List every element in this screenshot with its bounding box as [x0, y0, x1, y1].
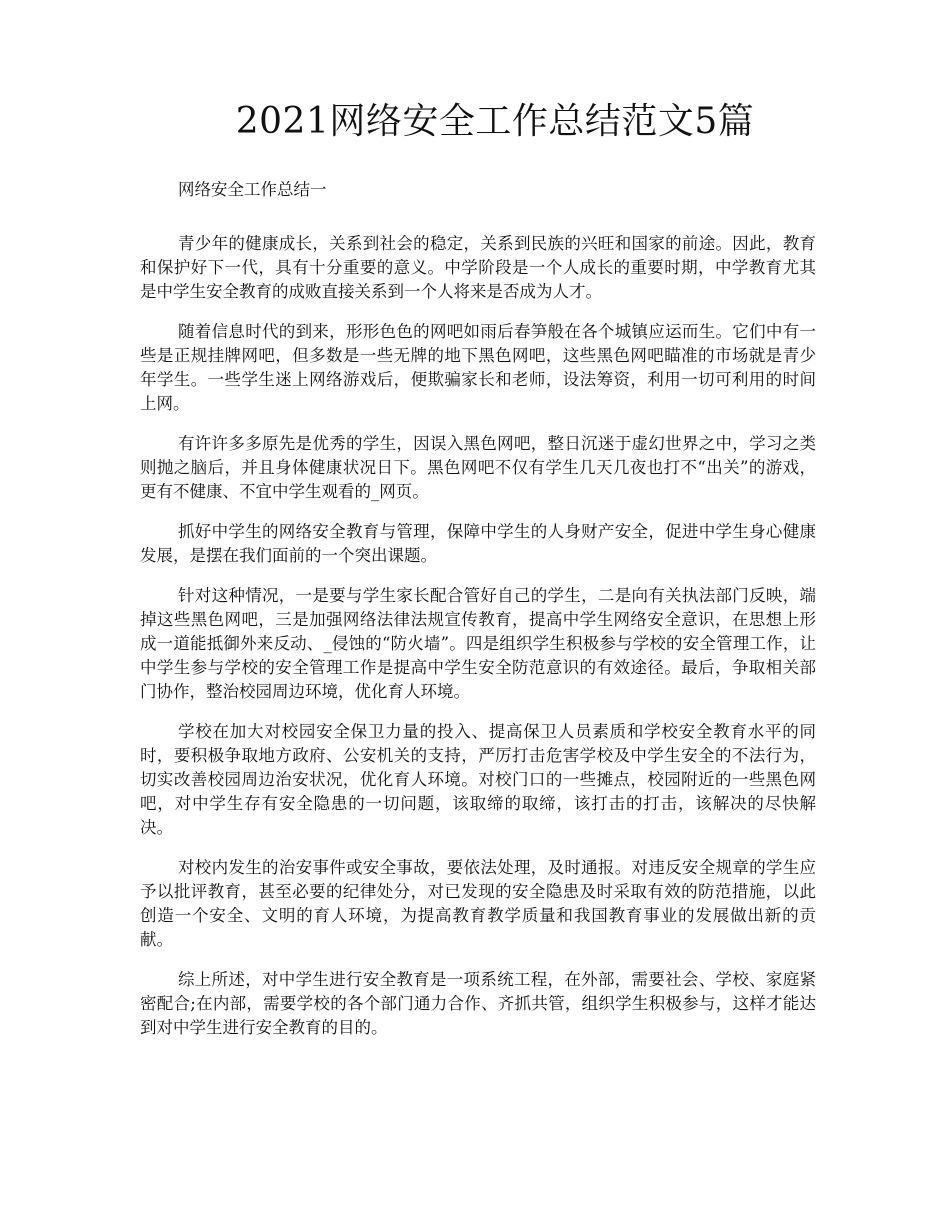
- paragraph-7: 对校内发生的治安事件或安全事故，要依法处理，及时通报。对违反安全规章的学生应予以批评教育，甚至必要的纪律处分，对已发现的安全隐患及时采取有效的防范措施，以此创造一个安全、文明的育人环境，为提高教育教学质量和我国教育事业的发展做出新的贡献。: [140, 858, 816, 949]
- paragraph-3: 有许许多多原先是优秀的学生，因误入黑色网吧，整日沉迷于虚幻世界之中，学习之类则抛之脑后，并且身体健康状况日下。黑色网吧不仅有学生几天几夜也打不“出关”的游戏，更有不健康、不宜中学生观看的_网页。: [140, 434, 816, 501]
- paragraph-4: 抓好中学生的网络安全教育与管理，保障中学生的人身财产安全，促进中学生身心健康发展，是摆在我们面前的一个突出课题。: [140, 522, 816, 565]
- page-title: 2021网络安全工作总结范文5篇: [235, 101, 755, 142]
- section-heading: 网络安全工作总结一: [178, 180, 327, 199]
- paragraph-1: 青少年的健康成长，关系到社会的稳定，关系到民族的兴旺和国家的前途。因此，教育和保护好下一代，具有十分重要的意义。中学阶段是一个人成长的重要时期，中学教育尤其是中学生安全教育的成败直接关系到一个人将来是否成为人才。: [140, 234, 816, 301]
- paragraph-8: 综上所述，对中学生进行安全教育是一项系统工程，在外部，需要社会、学校、家庭紧密配合;在内部，需要学校的各个部门通力合作、齐抓共管，组织学生积极参与，这样才能达到对中学生进行安全教育的目的。: [140, 970, 816, 1037]
- document-body: [140, 178, 816, 1056]
- paragraph-2: 随着信息时代的到来，形形色色的网吧如雨后春笋般在各个城镇应运而生。它们中有一些是正规挂牌网吧，但多数是一些无牌的地下黑色网吧，这些黑色网吧瞄准的市场就是青少年学生。一些学生迷上网络游戏后，便欺骗家长和老师，设法筹资，利用一切可利用的时间上网。: [140, 322, 816, 413]
- paragraph-6: 学校在加大对校园安全保卫力量的投入、提高保卫人员素质和学校安全教育水平的同时，要积极争取地方政府、公安机关的支持，严厉打击危害学校及中学生安全的不法行为，切实改善校园周边治安状况，优化育人环境。对校门口的一些摊点，校园附近的一些黑色网吧，对中学生存有安全隐患的一切问题，该取缔的取缔，该打击的打击，该解决的尽快解决。: [140, 722, 816, 837]
- paragraph-5: 针对这种情况，一是要与学生家长配合管好自己的学生，二是向有关执法部门反映，端掉这些黑色网吧，三是加强网络法律法规宣传教育，提高中学生网络安全意识，在思想上形成一道能抵御外来反动、_侵蚀的“防火墙”。四是组织学生积极参与学校的安全管理工作，让中学生参与学校的安全管理工作是提高中学生安全防范意识的有效途径。最后，争取相关部门协作，整治校园周边环境，优化育人环境。: [140, 586, 816, 701]
